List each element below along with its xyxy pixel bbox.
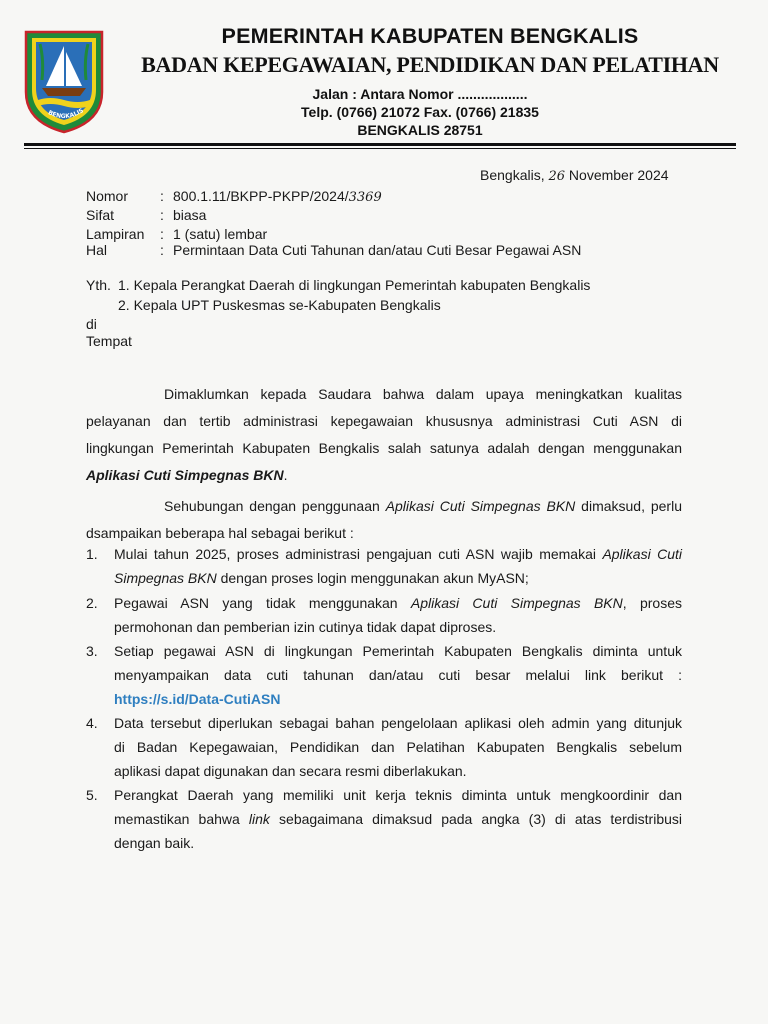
agency-phone: Telp. (0766) 21072 Fax. (0766) 21835 <box>301 104 539 120</box>
yth-label: Yth. <box>86 277 111 293</box>
item-number: 1. <box>86 546 98 562</box>
meta-value-hal: Permintaan Data Cuti Tahunan dan/atau Cuti Besar Pegawai ASN <box>173 242 582 258</box>
list-item: Mulai tahun 2025, proses administrasi pengajuan cuti ASN wajib memakai Aplikasi Cuti Simpegnas BKN dengan proses login menggunakan akun MyASN; <box>114 546 683 586</box>
paragraph-followup <box>86 493 682 547</box>
di-label: di <box>86 316 97 332</box>
meta-key-lampiran: Lampiran <box>86 226 145 242</box>
handwritten-number: 3369 <box>348 190 382 205</box>
item-number: 3. <box>86 643 98 659</box>
letterhead-rule-thin <box>24 148 736 149</box>
meta-key-hal: Hal <box>86 242 108 258</box>
letter-date: Bengkalis, 26 November 2024 <box>480 167 669 184</box>
data-cuti-link[interactable]: https://s.id/Data-CutiASN <box>114 691 281 707</box>
recipient-1: 1. Kepala Perangkat Daerah di lingkungan Pemerintah kabupaten Bengkalis <box>118 277 591 293</box>
paragraph-line: dsampaikan beberapa hal sebagai berikut : <box>86 525 354 541</box>
list-item: Setiap pegawai ASN di lingkungan Pemerintah Kabupaten Bengkalis diminta untuk menyampaikan data cuti tahunan dan/atau cuti besar melalui link berikut : https://s.id/Data-CutiASN <box>114 643 682 707</box>
letterhead-rule-thick <box>24 143 736 146</box>
paragraph-intro <box>86 381 682 489</box>
government-name: PEMERINTAH KABUPATEN BENGKALIS <box>221 24 639 48</box>
meta-colon: : <box>160 188 164 204</box>
meta-key-nomor: Nomor <box>86 188 129 204</box>
agency-name: BADAN KEPEGAWAIAN, PENDIDIKAN DAN PELATIHAN <box>141 52 719 77</box>
paragraph-line: lingkungan Pemerintah Kabupaten Bengkalis salah satunya adalah dengan menggunakan <box>86 440 682 456</box>
paragraph-line: Aplikasi Cuti Simpegnas BKN. <box>86 467 288 483</box>
paragraph-line: Dimaklumkan kepada Saudara bahwa dalam upaya meningkatkan kualitas <box>164 386 682 402</box>
meta-value-sifat: biasa <box>173 207 207 223</box>
logo-text: BENGKALIS <box>46 107 85 121</box>
meta-key-sifat: Sifat <box>86 207 115 223</box>
list-item: Perangkat Daerah yang memiliki unit kerja teknis diminta untuk mengkoordinir dan memastikan bahwa link sebagaimana dimaksud pada angka (3) di atas terdistribusi dengan baik. <box>114 787 682 851</box>
agency-city: BENGKALIS 28751 <box>357 122 483 138</box>
handwritten-day: 26 <box>548 169 566 184</box>
meta-value-nomor: 800.1.11/BKPP-PKPP/2024/3369 <box>173 188 382 205</box>
meta-colon: : <box>160 242 164 258</box>
app-name: Aplikasi Cuti Simpegnas BKN <box>385 498 576 514</box>
item-number: 4. <box>86 715 98 731</box>
agency-address: Jalan : Antara Nomor .................. <box>312 86 528 102</box>
meta-colon: : <box>160 207 164 223</box>
item-number: 2. <box>86 595 98 611</box>
recipient-2: 2. Kepala UPT Puskesmas se-Kabupaten Bengkalis <box>118 297 441 313</box>
meta-value-lampiran: 1 (satu) lembar <box>173 226 268 242</box>
list-item: Pegawai ASN yang tidak menggunakan Aplikasi Cuti Simpegnas BKN, proses permohonan dan pemberian izin cutinya tidak dapat diproses. <box>114 595 682 635</box>
app-name: Aplikasi Cuti Simpegnas BKN <box>86 467 284 483</box>
meta-colon: : <box>160 226 164 242</box>
bengkalis-emblem-logo <box>24 30 104 134</box>
tempat-label: Tempat <box>86 333 132 349</box>
item-number: 5. <box>86 787 98 803</box>
paragraph-line: pelayanan dan tertib administrasi kepegawaian khususnya administrasi Cuti ASN di <box>86 413 682 429</box>
paragraph-line: Sehubungan dengan penggunaan Aplikasi Cuti Simpegnas BKN dimaksud, perlu <box>164 498 682 514</box>
list-item: Data tersebut diperlukan sebagai bahan pengelolaan aplikasi oleh admin yang ditunjuk di Badan Kepegawaian, Pendidikan dan Pelatihan Kabupaten Bengkalis sebelum aplikasi dapat digunakan dan secara resmi diberlakukan. <box>114 715 682 779</box>
